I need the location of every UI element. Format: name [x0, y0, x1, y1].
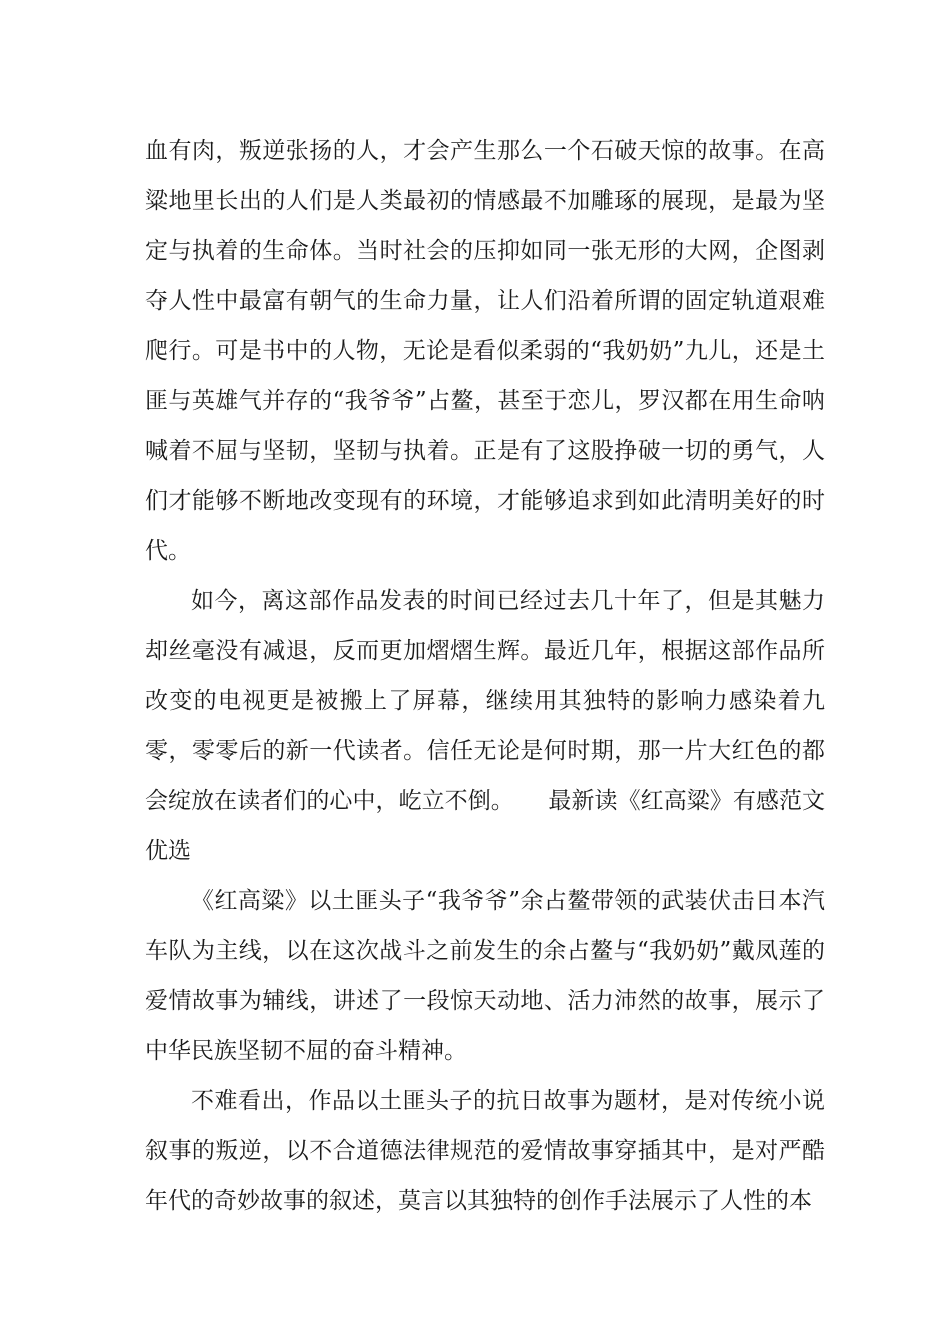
paragraph-4: 不难看出，作品以土匪头子的抗日故事为题材，是对传统小说叙事的叛逆，以不合道德法律规范的爱情故事穿插其中，是对严酷年代的奇妙故事的叙述，莫言以其独特的创作手法展示了人性的本	[145, 1088, 825, 1214]
paragraph-1: 血有肉，叛逆张扬的人，才会产生那么一个石破天惊的故事。在高粱地里长出的人们是人类最初的情感最不加雕琢的展现，是最为坚定与执着的生命体。当时社会的压抑如同一张无形的大网，企图剥夺人性中最富有朝气的生命力量，让人们沿着所谓的固定轨道艰难爬行。可是书中的人物，无论是看似柔弱的“我奶奶”九儿，还是土匪与英雄气并存的“我爷爷”占鳌，甚至于恋儿，罗汉都在用生命呐喊着不屈与坚韧，坚韧与执着。正是有了这股挣破一切的勇气，人们才能够不断地改变现有的环境，才能够追求到如此清明美好的时代。	[145, 138, 825, 564]
paragraph-3: 《红高粱》以土匪头子“我爷爷”余占鳌带领的武装伏击日本汽车队为主线，以在这次战斗之前发生的余占鳌与“我奶奶”戴凤莲的爱情故事为辅线，讲述了一段惊天动地、活力沛然的故事，展示了中华民族坚韧不屈的奋斗精神。	[145, 888, 825, 1064]
paragraph-2: 如今，离这部作品发表的时间已经过去几十年了，但是其魅力却丝毫没有减退，反而更加熠熠生辉。最近几年，根据这部作品所改变的电视更是被搬上了屏幕，继续用其独特的影响力感染着九零，零零后的新一代读者。信任无论是何时期，那一片大红色的都会绽放在读者们的心中，屹立不倒。 最新读《红高粱》有感范文优选	[145, 588, 825, 864]
document-body	[145, 126, 825, 1226]
